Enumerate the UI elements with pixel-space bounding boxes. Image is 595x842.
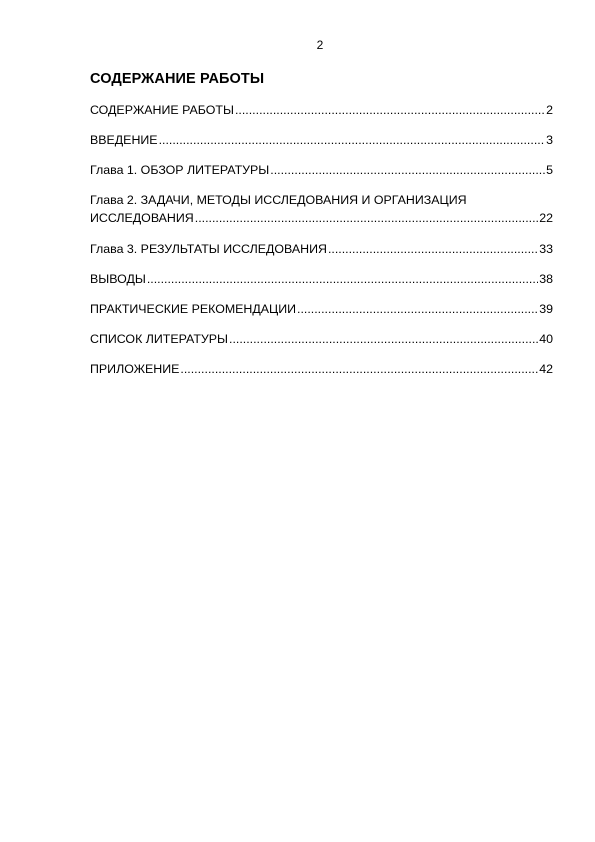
toc-entry-chapter-1[interactable]	[90, 161, 553, 179]
dot-leader	[195, 209, 538, 227]
dot-leader	[180, 360, 538, 378]
toc-entry-page: 40	[539, 332, 553, 346]
dot-leader	[159, 131, 546, 149]
toc-entry-page: 5	[546, 163, 553, 177]
toc-entry-references[interactable]	[90, 330, 553, 348]
toc-entry-page: 22	[539, 211, 553, 225]
dot-leader	[328, 240, 538, 258]
dot-leader	[235, 101, 545, 119]
toc-entry-chapter-3[interactable]	[90, 240, 553, 258]
page-number: 2	[316, 38, 324, 52]
toc-entry-page: 2	[546, 103, 553, 117]
toc-entry-page: 33	[539, 242, 553, 256]
toc-entry-label: Глава 3. РЕЗУЛЬТАТЫ ИССЛЕДОВАНИЯ	[90, 242, 327, 256]
toc-entry-label-line1: Глава 2. ЗАДАЧИ, МЕТОДЫ ИССЛЕДОВАНИЯ И ОРГАНИЗАЦИЯ	[90, 193, 467, 207]
toc-entry-page: 42	[539, 362, 553, 376]
toc-entry-recommendations[interactable]	[90, 300, 553, 318]
toc-entry-page: 3	[546, 133, 553, 147]
toc-entry-chapter-2[interactable]	[90, 191, 553, 227]
dot-leader	[229, 330, 538, 348]
toc-entry-label: ИССЛЕДОВАНИЯ	[90, 211, 194, 225]
toc-entry-label: Глава 1. ОБЗОР ЛИТЕРАТУРЫ	[90, 163, 270, 177]
toc-entry-page: 38	[539, 272, 553, 286]
toc-entry-label: СПИСОК ЛИТЕРАТУРЫ	[90, 332, 229, 346]
toc-entry-label: ПРАКТИЧЕСКИЕ РЕКОМЕНДАЦИИ	[90, 302, 297, 316]
toc-entry-contents[interactable]	[90, 101, 553, 119]
toc-entry-page: 39	[539, 302, 553, 316]
toc-entry-label: ВЫВОДЫ	[90, 272, 146, 286]
toc-entry-label: СОДЕРЖАНИЕ РАБОТЫ	[90, 103, 234, 117]
toc-entry-conclusions[interactable]	[90, 270, 553, 288]
toc-title: СОДЕРЖАНИЕ РАБОТЫ	[90, 71, 265, 87]
toc-entry-label: ВВЕДЕНИЕ	[90, 133, 158, 147]
toc-entry-label: ПРИЛОЖЕНИЕ	[90, 362, 180, 376]
toc-entry-appendix[interactable]	[90, 360, 553, 378]
dot-leader	[297, 300, 538, 318]
dot-leader	[147, 270, 538, 288]
toc-entry-introduction[interactable]	[90, 131, 553, 149]
dot-leader	[270, 161, 545, 179]
